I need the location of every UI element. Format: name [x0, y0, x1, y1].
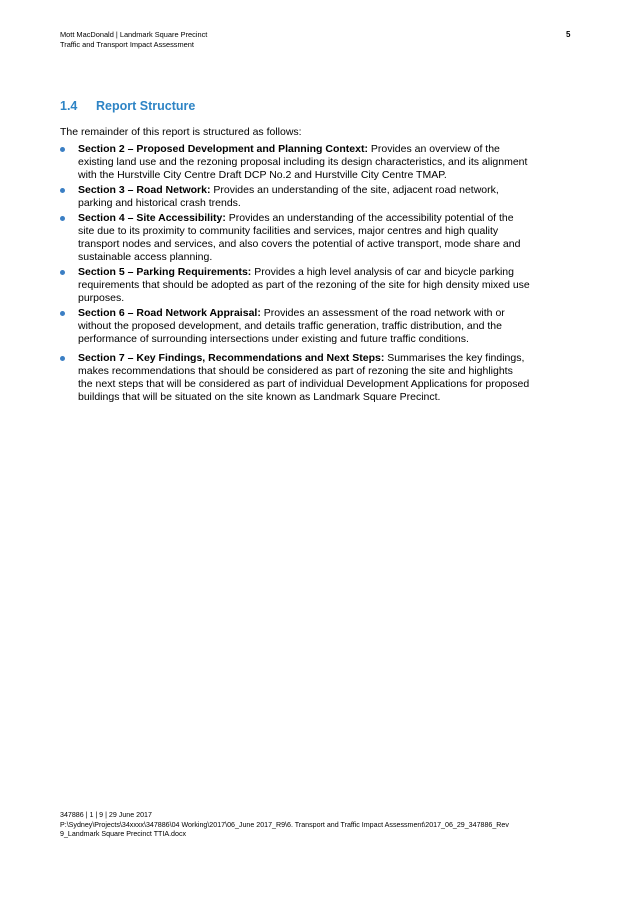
- item-text: Summarises the key findings, makes recommendations that should be considered as part of rezoning the site and highlights the next steps that will be considered as part of individual Development Applications for proposed buildings that will be situated on the site known as Landmark Square Precinct.: [78, 352, 530, 403]
- item-heading: Section 7 – Key Findings, Recommendations and Next Steps:: [78, 352, 385, 364]
- item-heading: Section 6 – Road Network Appraisal:: [78, 307, 261, 319]
- list-item: [60, 184, 530, 210]
- list-item: [60, 352, 530, 404]
- item-text: Provides an assessment of the road network with or without the proposed development, and details traffic generation, traffic distribution, and the performance of surrounding intersections under existing and future traffic conditions.: [78, 307, 505, 345]
- item-heading: Section 3 – Road Network:: [78, 184, 211, 196]
- item-text: Provides an understanding of the accessibility potential of the site due to its proximity to community facilities and services, major centres and high quality transport nodes and services, and also covers the potential of active transport, mode share and sustainable access planning.: [78, 212, 521, 263]
- file-path: P:\Sydney\Projects\34xxxx\347886\04 Working\2017\06_June 2017_R9\6. Transport and Traffic Impact Assessment\2017_06_29_347886_Rev 9_Landmark Square Precinct TTIA.docx: [60, 820, 509, 839]
- page-number: 5: [566, 30, 571, 39]
- bullet-icon: [60, 311, 65, 316]
- item-heading: Section 5 – Parking Requirements:: [78, 266, 252, 278]
- page-header: [60, 30, 207, 50]
- list-item: [60, 266, 530, 305]
- item-text: Provides a high level analysis of car and bicycle parking requirements that should be adopted as part of the rezoning of the site for high density mixed use purposes.: [78, 266, 530, 304]
- bullet-icon: [60, 270, 65, 275]
- bullet-icon: [60, 147, 65, 152]
- intro-paragraph: The remainder of this report is structured as follows:: [60, 126, 302, 138]
- item-text: Provides an understanding of the site, adjacent road network, parking and historical crash trends.: [78, 184, 499, 209]
- list-item: [60, 143, 530, 182]
- list-item: [60, 212, 530, 264]
- header-line-1: Mott MacDonald | Landmark Square Precinct: [60, 30, 208, 39]
- section-heading: [60, 99, 195, 113]
- item-heading: Section 4 – Site Accessibility:: [78, 212, 226, 224]
- section-title: Report Structure: [96, 99, 196, 113]
- section-list: [60, 143, 530, 404]
- bullet-icon: [60, 216, 65, 221]
- list-item: [60, 307, 530, 346]
- item-heading: Section 2 – Proposed Development and Planning Context:: [78, 143, 368, 155]
- bullet-icon: [60, 188, 65, 193]
- document-reference: 347886 | 1 | 9 | 29 June 2017: [60, 811, 152, 819]
- item-text: Provides an overview of the existing land use and the rezoning proposal including its design characteristics, and its alignment with the Hurstville City Centre Draft DCP No.2 and Hurstville City Centre TMAP.: [78, 143, 528, 181]
- page-footer: [60, 811, 550, 840]
- bullet-icon: [60, 356, 65, 361]
- header-line-2: Traffic and Transport Impact Assessment: [60, 40, 194, 49]
- section-number: 1.4: [60, 99, 78, 113]
